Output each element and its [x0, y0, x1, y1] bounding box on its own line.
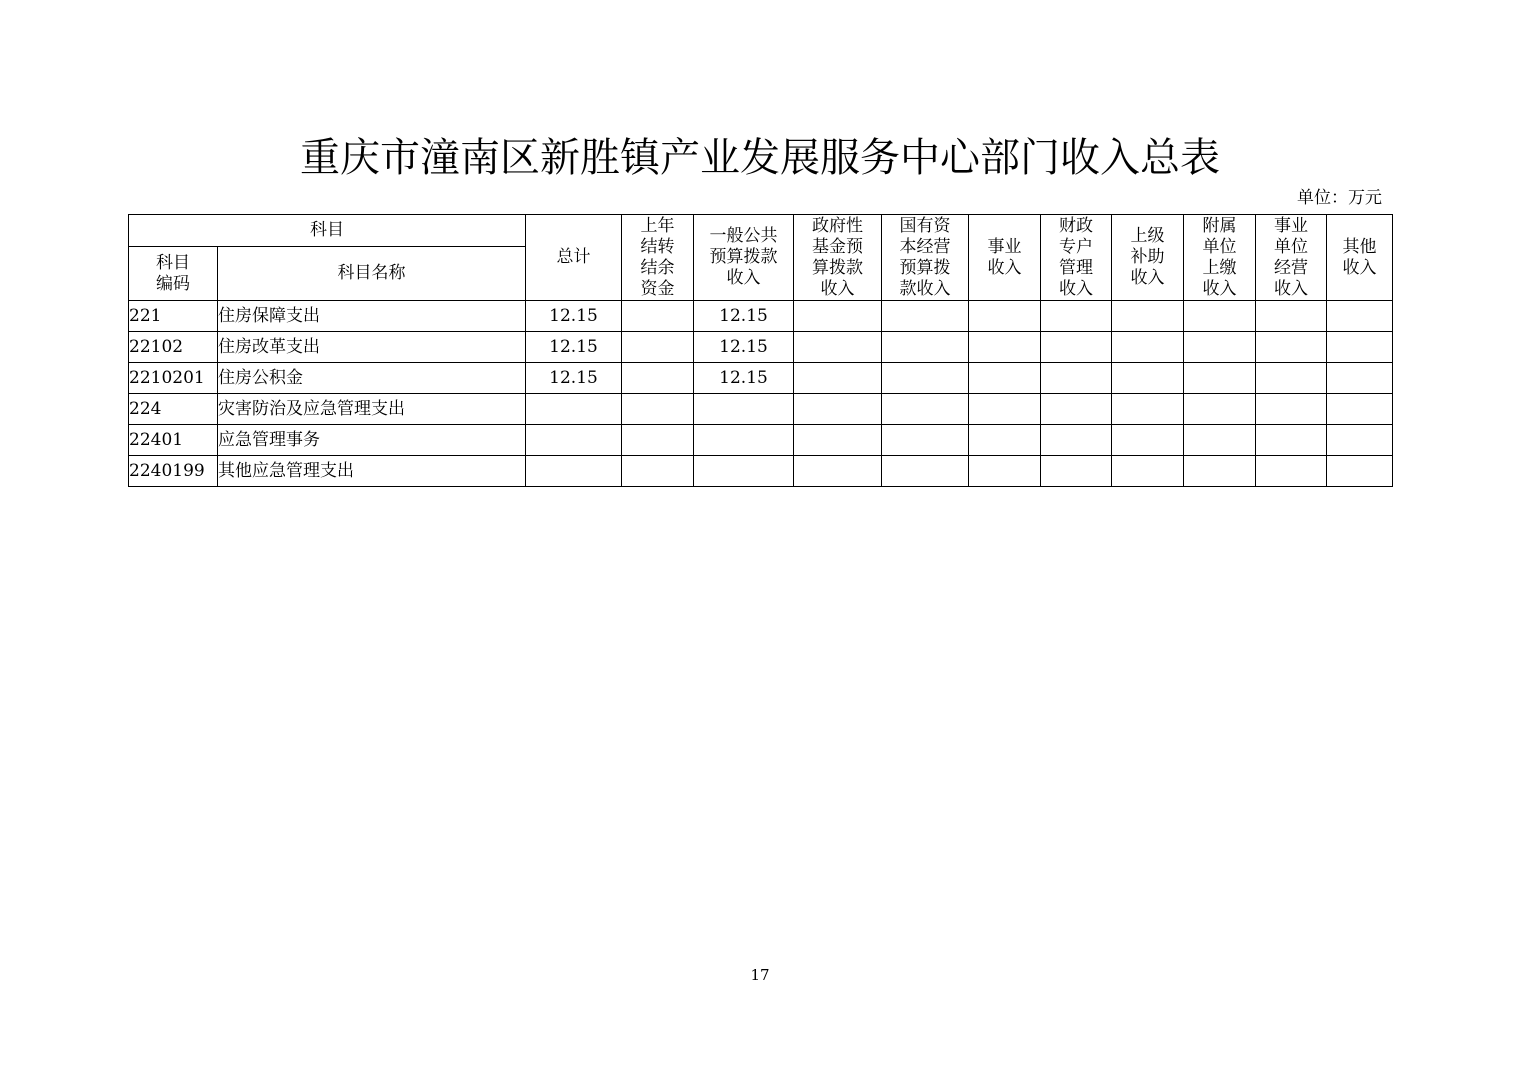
header-subject-name: 科目名称	[218, 247, 526, 301]
table-row	[129, 425, 1393, 456]
cell-state-capital	[882, 425, 969, 456]
cell-fiscal-special	[1041, 301, 1112, 332]
table-header	[129, 215, 1393, 301]
cell-general-budget	[694, 425, 794, 456]
cell-operating	[1256, 363, 1327, 394]
header-carryover: 上年 结转 结余 资金	[622, 215, 694, 301]
header-total: 总计	[526, 215, 622, 301]
page-title: 重庆市潼南区新胜镇产业发展服务中心部门收入总表	[300, 135, 1220, 181]
header-general-budget: 一般公共 预算拨款 收入	[694, 215, 794, 301]
cell-name: 住房改革支出	[218, 332, 526, 363]
header-gov-fund: 政府性 基金预 算拨款 收入	[794, 215, 882, 301]
cell-other	[1327, 332, 1393, 363]
cell-fiscal-special	[1041, 332, 1112, 363]
cell-fiscal-special	[1041, 456, 1112, 487]
cell-other	[1327, 394, 1393, 425]
header-superior-subsidy: 上级 补助 收入	[1112, 215, 1184, 301]
cell-other	[1327, 425, 1393, 456]
table-row	[129, 456, 1393, 487]
cell-gov-fund	[794, 425, 882, 456]
cell-carryover	[622, 394, 694, 425]
cell-state-capital	[882, 301, 969, 332]
cell-code: 224	[129, 394, 218, 425]
table-body	[129, 301, 1393, 487]
cell-code: 2240199	[129, 456, 218, 487]
cell-affiliated	[1184, 394, 1256, 425]
cell-total: 12.15	[526, 332, 622, 363]
header-operating: 事业 单位 经营 收入	[1256, 215, 1327, 301]
unit-label: 单位：万元	[1297, 188, 1382, 208]
cell-operating	[1256, 456, 1327, 487]
cell-total	[526, 394, 622, 425]
cell-superior-subsidy	[1112, 425, 1184, 456]
cell-business	[969, 363, 1041, 394]
cell-affiliated	[1184, 332, 1256, 363]
cell-total: 12.15	[526, 363, 622, 394]
cell-gov-fund	[794, 301, 882, 332]
cell-fiscal-special	[1041, 363, 1112, 394]
header-state-capital: 国有资 本经营 预算拨 款收入	[882, 215, 969, 301]
table-row	[129, 301, 1393, 332]
table-row	[129, 363, 1393, 394]
cell-name: 住房公积金	[218, 363, 526, 394]
cell-operating	[1256, 301, 1327, 332]
cell-affiliated	[1184, 456, 1256, 487]
cell-name: 其他应急管理支出	[218, 456, 526, 487]
header-subject-code: 科目 编码	[129, 247, 218, 301]
cell-state-capital	[882, 332, 969, 363]
cell-business	[969, 301, 1041, 332]
header-subject-group: 科目	[129, 215, 526, 247]
cell-general-budget: 12.15	[694, 301, 794, 332]
cell-code: 221	[129, 301, 218, 332]
cell-business	[969, 425, 1041, 456]
cell-name: 应急管理事务	[218, 425, 526, 456]
cell-gov-fund	[794, 456, 882, 487]
cell-gov-fund	[794, 363, 882, 394]
cell-gov-fund	[794, 332, 882, 363]
cell-carryover	[622, 301, 694, 332]
income-summary-table	[128, 214, 1393, 487]
cell-superior-subsidy	[1112, 394, 1184, 425]
cell-affiliated	[1184, 425, 1256, 456]
cell-state-capital	[882, 363, 969, 394]
cell-other	[1327, 363, 1393, 394]
cell-general-budget: 12.15	[694, 332, 794, 363]
table-row	[129, 332, 1393, 363]
cell-general-budget: 12.15	[694, 363, 794, 394]
cell-fiscal-special	[1041, 394, 1112, 425]
cell-total	[526, 456, 622, 487]
cell-superior-subsidy	[1112, 332, 1184, 363]
cell-gov-fund	[794, 394, 882, 425]
cell-superior-subsidy	[1112, 363, 1184, 394]
cell-state-capital	[882, 456, 969, 487]
cell-operating	[1256, 425, 1327, 456]
cell-business	[969, 394, 1041, 425]
cell-name: 住房保障支出	[218, 301, 526, 332]
cell-business	[969, 456, 1041, 487]
cell-affiliated	[1184, 363, 1256, 394]
cell-code: 22401	[129, 425, 218, 456]
header-business: 事业 收入	[969, 215, 1041, 301]
cell-total	[526, 425, 622, 456]
cell-business	[969, 332, 1041, 363]
cell-code: 2210201	[129, 363, 218, 394]
cell-carryover	[622, 332, 694, 363]
cell-superior-subsidy	[1112, 301, 1184, 332]
cell-operating	[1256, 394, 1327, 425]
cell-general-budget	[694, 456, 794, 487]
cell-carryover	[622, 456, 694, 487]
header-fiscal-special: 财政 专户 管理 收入	[1041, 215, 1112, 301]
cell-operating	[1256, 332, 1327, 363]
header-affiliated: 附属 单位 上缴 收入	[1184, 215, 1256, 301]
cell-state-capital	[882, 394, 969, 425]
page-number: 17	[750, 966, 770, 984]
cell-other	[1327, 301, 1393, 332]
cell-general-budget	[694, 394, 794, 425]
cell-total: 12.15	[526, 301, 622, 332]
cell-superior-subsidy	[1112, 456, 1184, 487]
cell-fiscal-special	[1041, 425, 1112, 456]
cell-carryover	[622, 363, 694, 394]
cell-other	[1327, 456, 1393, 487]
cell-name: 灾害防治及应急管理支出	[218, 394, 526, 425]
cell-carryover	[622, 425, 694, 456]
header-other: 其他 收入	[1327, 215, 1393, 301]
cell-code: 22102	[129, 332, 218, 363]
table-row	[129, 394, 1393, 425]
cell-affiliated	[1184, 301, 1256, 332]
